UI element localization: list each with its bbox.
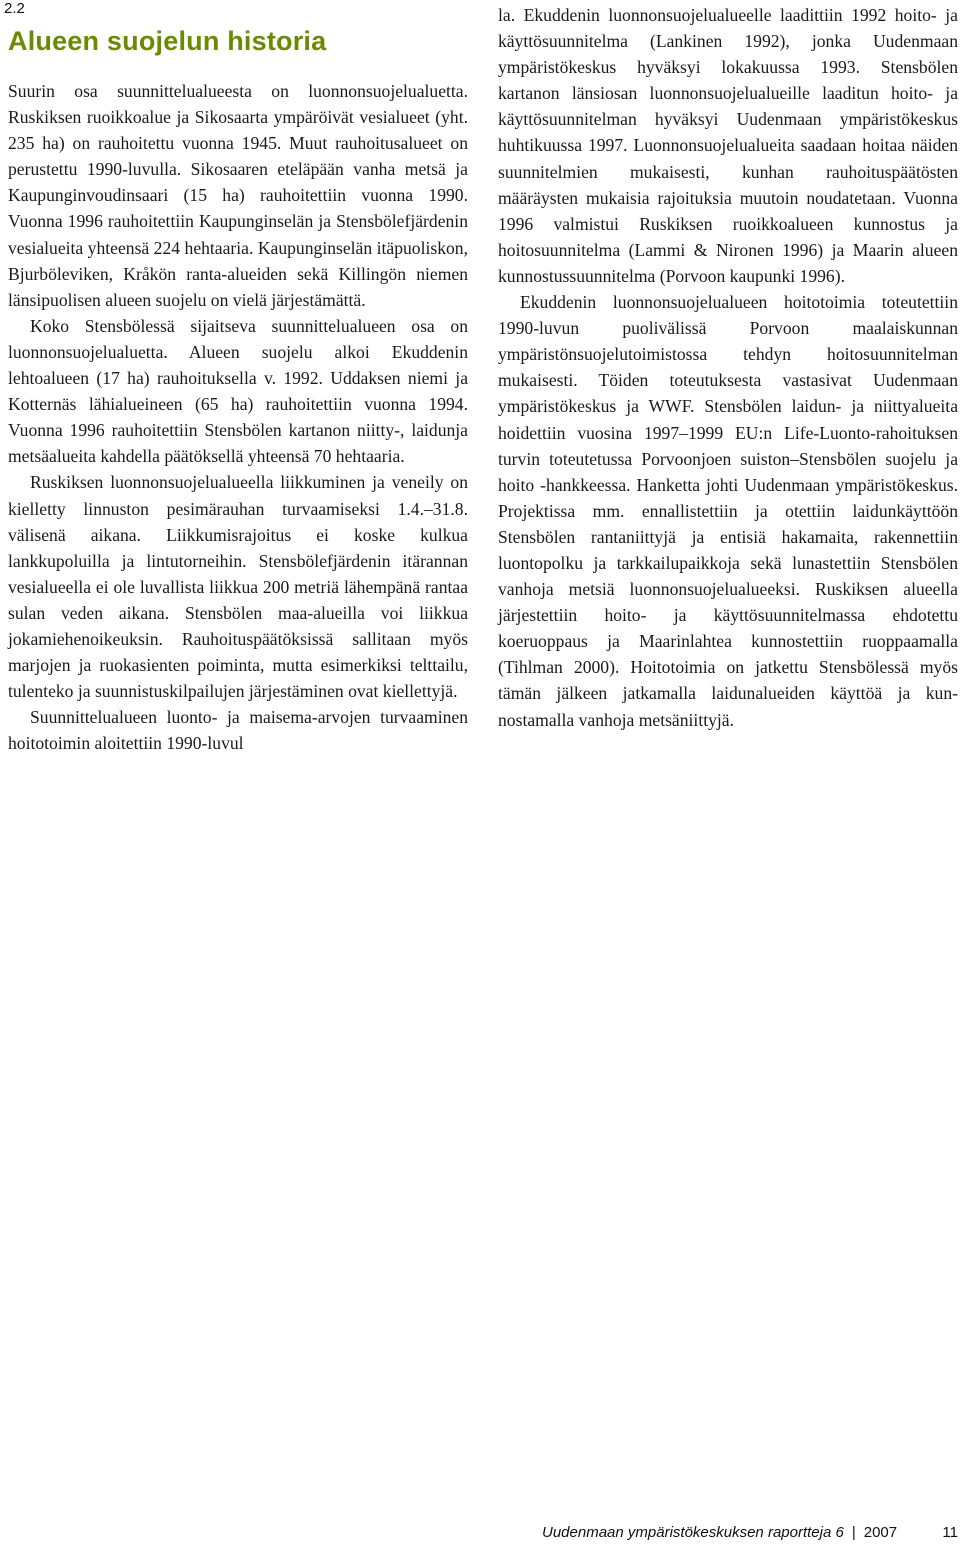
section-title: Alueen suojelun historia xyxy=(8,26,327,56)
page-number: 11 xyxy=(942,1524,958,1541)
paragraph: Ruskiksen luonnonsuojelualueella liikkuminen ja veneily on kielletty linnuston pesimärauhan turvaamiseksi 1.4.–31.8. välisenä aikana. Liikkumisrajoitus ei koske kulkua lankkupoluilla ja lintutorneihin. Stensbölefjärdenin itärannan vesialueella ei ole luvallista liikkua 200 metriä lähempänä rantaa sulan veden aikana. Stensbölen maa-alueilla voi liikkua jokamiehenoikeuksin. Rauhoituspäätöksissä sallitaan myös marjojen ja ruokasienten poiminta, mutta esimerkiksi telttailu, tulenteko ja suunnistuskilpailujen järjestäminen ovat kiellettyjä. xyxy=(8,472,468,702)
footer-series: Uudenmaan ympäristökeskuksen raportteja 6 xyxy=(542,1524,844,1541)
paragraph: la. Ekuddenin luonnonsuojelualueelle laadittiin 1992 hoito- ja käyttösuunnitelma (Lankinen 1992), jonka Uudenmaan ympäristökeskus hyväksyi lokakuussa 1993. Stensbölen kartanon länsiosan luonnonsuojelualueille laaditun hoito- ja käyttösuunnitelman hyväksyi Uudenmaan ympäristökeskus huhtikuussa 1997. Luonnonsuojelualueita saadaan hoitaa näiden suunnitelmien mukaisesti, kunhan rauhoituspäätösten määräysten mukaisia rajoituksia muutoin noudatetaan. Vuonna 1996 valmistui Ruskiksen ruoikkoalueen kunnostus ja hoitosuunnitelma (Lammi & Nironen 1996) ja Maarin alueen kunnostussuunnitelma (Porvoon kaupunki 1996). xyxy=(498,5,958,286)
paragraph: Suunnittelualueen luonto- ja maisema-arvojen turvaaminen hoitotoimin aloitettiin 1990-luvul xyxy=(8,707,468,754)
left-column xyxy=(8,78,468,756)
paragraph: Koko Stensbölessä sijaitseva suunnittelualueen osa on luonnonsuojelualuetta. Alueen suojelu alkoi Ekuddenin lehtoalueen (17 ha) rauhoituksella v. 1992. Uddaksen niemi ja Kotternäs lähialueineen (65 ha) rauhoitettiin vuonna 1994. Vuonna 1996 rauhoitettiin Stensbölen kartanon niitty-, laidunja metsäalueita kahdella päätöksellä yhteensä 70 hehtaaria. xyxy=(8,315,468,467)
page-footer xyxy=(542,1524,958,1541)
section-number: 2.2 xyxy=(4,0,25,17)
paragraph: Ekuddenin luonnonsuojelualueen hoitotoimia toteutettiin 1990-luvun puolivälissä Porvoon maalaiskunnan ympäristönsuojelutoimistossa tehdyn hoitosuunnitelman mukaisesti. Töiden toteutuksesta vastasivat Uudenmaan ympäristökeskus ja WWF. Stensbölen laidun- ja niittyalueita hoidettiin vuosina 1997–1999 EU:n Life-Luonto-rahoituksen turvin toteutetussa Porvoonjoen suiston–Stensbölen suojelu ja hoito -hankkeessa. Hanketta johti Uudenmaan ympäristökeskus. Projektissa mm. ennallistettiin ja otettiin laidunkäyttöön Stensbölen rantaniittyjä ja entisiä hakamaita, rakennettiin luontopolku ja tarkkailupaikkoja sekä lunastettiin Stensbölen vanhoja metsiä luonnonsuojelualueeksi. Ruskiksen alueella järjestettiin hoito- ja käyttösuunnitelmassa ehdotettu koeruoppaus ja Maarinlahtea kunnostettiin ruoppaamalla (Tihlman 2000). Hoitotoimia on jatkettu Stensbölessä myös tämän jälkeen jatkamalla laidunalueiden käyttöä ja kunnostamalla vanhoja metsäniittyjä. xyxy=(498,292,958,730)
footer-separator: | xyxy=(851,1524,856,1541)
footer-year: 2007 xyxy=(863,1524,898,1541)
right-column xyxy=(498,2,958,733)
paragraph: Suurin osa suunnittelualueesta on luonnonsuojelualuetta. Ruskiksen ruoikkoalue ja Sikosaarta ympäröivät vesialueet (yht. 235 ha) on rauhoitettu vuonna 1945. Muut rauhoitusalueet on perustettu 1990-luvulla. Sikosaaren eteläpään vanha metsä ja Kaupunginvoudinsaari (15 ha) rauhoitettiin vuonna 1990. Vuonna 1996 rauhoitettiin Kaupunginselän ja Stensbölefjärdenin vesialueita yhteensä 224 hehtaaria. Kaupunginselän itäpuoliskon, Bjurböleviken, Kråkön ranta-alueiden sekä Killingön niemen länsipuolisen alueen suojelu on vielä järjestämättä. xyxy=(8,81,468,310)
